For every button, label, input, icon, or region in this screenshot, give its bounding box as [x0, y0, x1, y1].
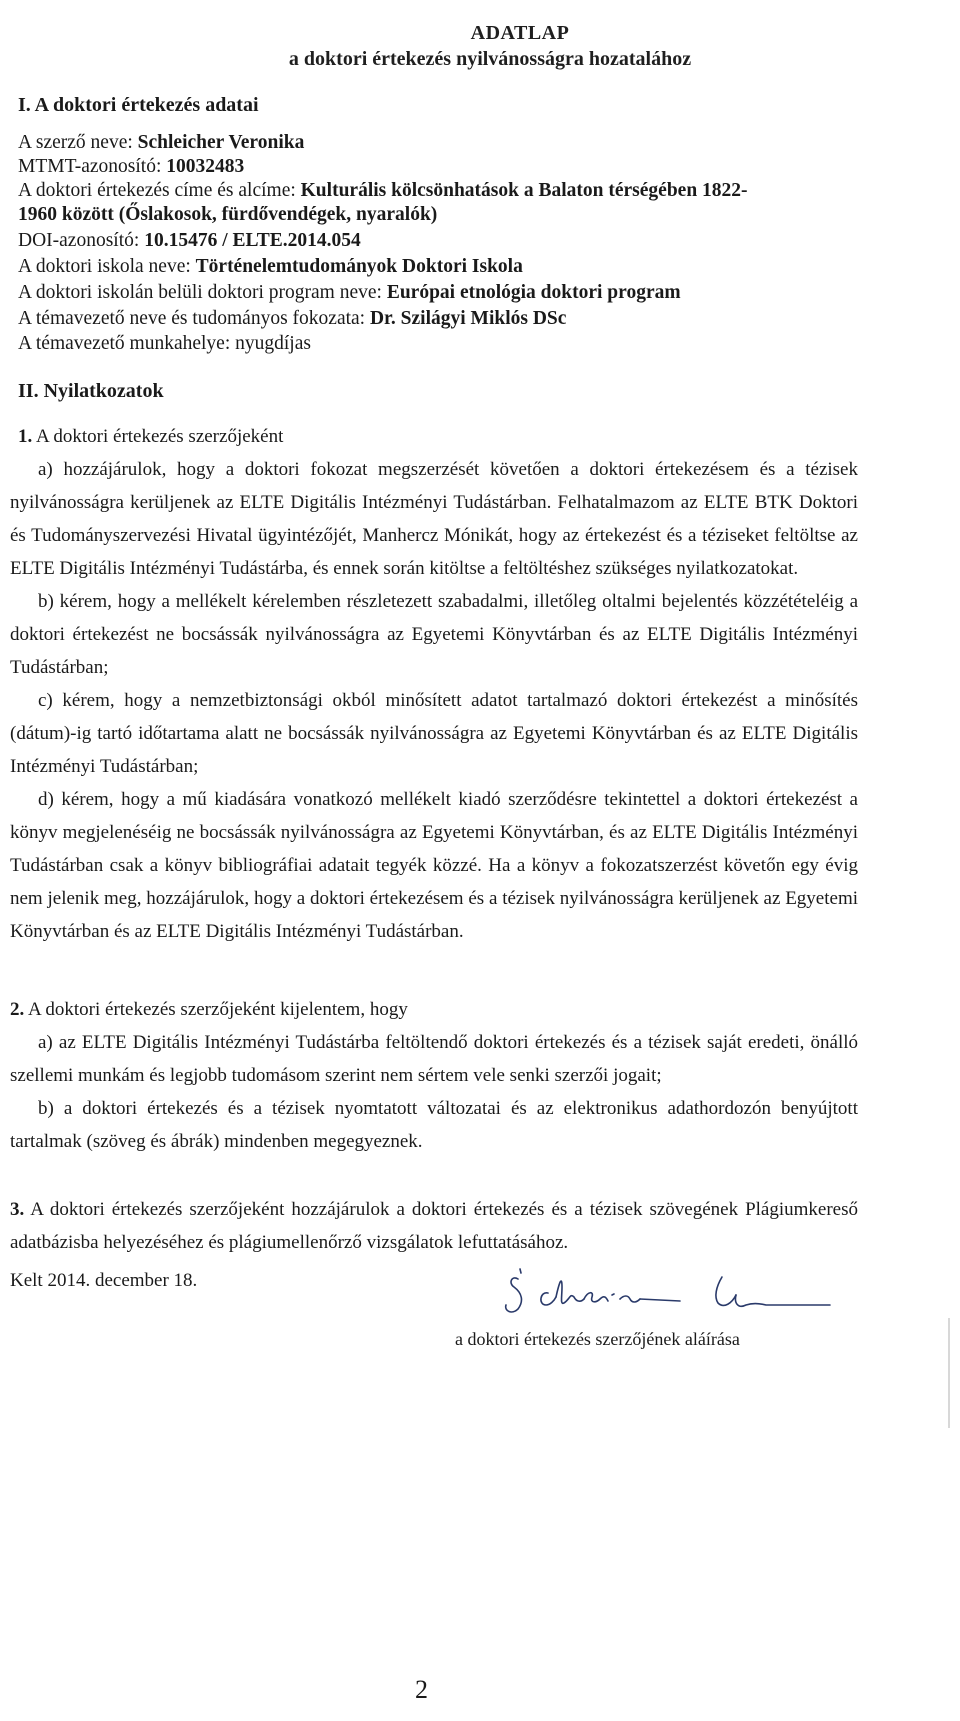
statement-1b: b) kérem, hogy a mellékelt kérelemben részletezett szabadalmi, illetőleg oltalmi bejelentés közzétételéig a doktori értekezést ne bocsássák nyilvánosságra az Egyetemi Könyvtárban és az ELTE Digitális Intézményi Tudástárban; [10, 591, 858, 678]
supervisor-name: Dr. Szilágyi Miklós DSc [369, 308, 567, 329]
dissertation-title-part2: 1960 között (Őslakosok, fürdővendégek, nyaralók) [18, 204, 438, 225]
statement-1-number: 1. [18, 426, 33, 447]
statement-2-number: 2. [10, 999, 25, 1020]
date-line: Kelt 2014. december 18. [10, 1270, 198, 1291]
statement-2-intro: 2. A doktori értekezés szerzőjeként kijelentem, hogy [10, 999, 408, 1020]
workplace-value: nyugdíjas [235, 333, 311, 354]
school-line [18, 256, 523, 278]
form-subtitle: a doktori értekezés nyilvánosságra hozatalához [288, 48, 692, 70]
school-label: A doktori iskola neve: [18, 256, 196, 277]
statement-2 [10, 993, 858, 1158]
program-line [18, 282, 681, 304]
signature-label: a doktori értekezés szerzőjének aláírása [455, 1329, 740, 1349]
page-number: 2 [415, 1675, 428, 1704]
title-label: A doktori értekezés címe és alcíme: [18, 180, 301, 201]
mtmt-label: MTMT-azonosító: [18, 156, 167, 177]
statement-1d: d) kérem, hogy a mű kiadására vonatkozó mellékelt kiadó szerződésre tekintettel a doktori értekezést a könyv megjelenéséig ne bocsássák nyilvánosságra az Egyetemi Könyvtárban, és az ELTE Digitális Intézményi Tudástárban csak a könyv bibliográfiai adatait tegyék közzé. Ha a könyv a fokozatszerzést követőn egy évig nem jelenik meg, hozzájárulok, hogy a doktori értekezésem és a tézisek nyilvánosságra kerüljenek az Egyetemi Könyvtárban és az ELTE Digitális Intézményi Tudástárban. [10, 789, 858, 942]
workplace-line [18, 333, 311, 355]
handwritten-signature [490, 1265, 850, 1335]
title-line [18, 180, 748, 202]
program-name: Európai etnológia doktori program [386, 282, 681, 303]
author-label: A szerző neve: [18, 132, 138, 153]
statement-3-text: 3. A doktori értekezés szerzőjeként hozzájárulok a doktori értekezés és a tézisek szövegének Plágiumkereső adatbázisba helyezéséhez és plágiumellenőrző vizsgálatok lefuttatásához. [10, 1199, 858, 1253]
doi-label: DOI-azonosító: [18, 230, 145, 251]
statement-2a: a) az ELTE Digitális Intézményi Tudástárba feltöltendő doktori értekezés és a tézisek saját eredeti, önálló szellemi munkám és legjobb tudomásom szerint nem sértem vele senki szerzői jogait; [10, 1032, 858, 1086]
statement-3-number: 3. [10, 1199, 25, 1220]
statement-1-intro: 1. A doktori értekezés szerzőjeként [18, 426, 284, 447]
program-label: A doktori iskolán belüli doktori program neve: [18, 282, 387, 303]
section-2-heading: II. Nyilatkozatok [18, 380, 164, 402]
workplace-label: A témavezető munkahelye: [18, 333, 236, 354]
scan-artifact-line [948, 1318, 950, 1428]
form-title: ADATLAP [470, 22, 570, 44]
section-1-heading: I. A doktori értekezés adatai [18, 94, 259, 116]
supervisor-line [18, 308, 566, 330]
mtmt-id: 10032483 [166, 156, 245, 177]
statement-1c: c) kérem, hogy a nemzetbiztonsági okból minősített adatot tartalmazó doktori értekezést a minősítés (dátum)-ig tartó időtartama alatt ne bocsássák nyilvánosságra az Egyetemi Könyvtárban és az ELTE Digitális Intézményi Tudástárban; [10, 690, 858, 777]
dissertation-title-part1: Kulturális kölcsönhatások a Balaton térségében 1822- [300, 180, 748, 201]
author-line [18, 132, 304, 154]
author-name: Schleicher Veronika [137, 132, 305, 153]
supervisor-label: A témavezető neve és tudományos fokozata: [18, 308, 370, 329]
mtmt-line [18, 156, 244, 178]
school-name: Történelemtudományok Doktori Iskola [195, 256, 523, 277]
statement-3 [10, 1193, 858, 1259]
doi-value: 10.15476 / ELTE.2014.054 [144, 230, 361, 251]
doi-line [18, 230, 361, 252]
statement-1a: a) hozzájárulok, hogy a doktori fokozat megszerzését követően a doktori értekezésem és a tézisek nyilvánosságra kerüljenek az ELTE Digitális Intézményi Tudástárban. Felhatalmazom az ELTE BTK Doktori és Tudományszervezési Hivatal ügyintézőjét, Manhercz Mónikát, hogy az értekezést és a téziseket feltöltse az ELTE Digitális Intézményi Tudástárba, és ennek során kitöltse a feltöltéshez szükséges nyilatkozatokat. [10, 459, 858, 579]
statement-1 [10, 420, 858, 948]
statement-2b: b) a doktori értekezés és a tézisek nyomtatott változatai és az elektronikus adathordozón benyújtott tartalmak (szöveg és ábrák) mindenben megegyeznek. [10, 1098, 858, 1152]
